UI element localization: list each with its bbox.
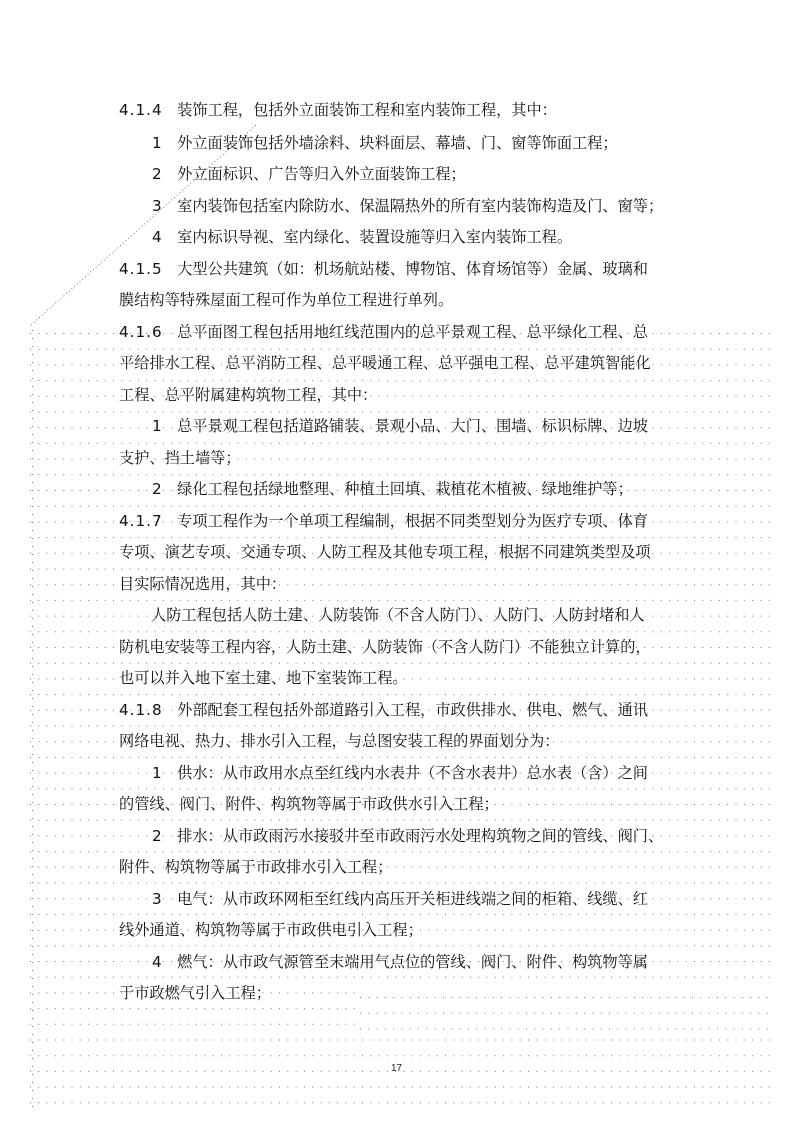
- sub-item-1-cont: [119, 794, 499, 814]
- item-number: 4: [152, 228, 163, 246]
- clause-4-1-7-cont: [119, 542, 651, 562]
- paragraph-text: 人防工程包括人防土建、人防装饰（不含人防门）、人防门、人防封堵和人: [151, 606, 645, 624]
- sub-item-3: [152, 889, 648, 909]
- sub-item-4: [152, 952, 648, 972]
- item-text: 电气：从市政环网柜至红线内高压开关柜进线端之间的柜箱、线缆、红: [177, 890, 648, 908]
- item-number: 2: [152, 480, 163, 498]
- sub-item-4-cont: [119, 983, 271, 1003]
- sub-item-1-cont: [119, 448, 241, 468]
- item-number: 1: [152, 134, 163, 152]
- clause-text: 外部配套工程包括外部道路引入工程，市政供排水、供电、燃气、通讯: [177, 701, 648, 719]
- clause-number: 4.1.5: [119, 260, 163, 278]
- sub-item-2-cont: [119, 857, 392, 877]
- item-text: 总平景观工程包括道路铺装、景观小品、大门、围墙、标识标牌、边坡: [177, 417, 648, 435]
- clause-4-1-6-cont: [119, 385, 377, 405]
- sub-item-2: [152, 826, 663, 846]
- sub-item-3: [152, 196, 663, 216]
- sub-item-2: [152, 164, 466, 184]
- paragraph-text: 也可以并入地下室土建、地下室装饰工程。: [119, 669, 408, 687]
- sub-item-3-cont: [119, 920, 423, 940]
- clause-4-1-8-cont: [119, 731, 559, 751]
- clause-4-1-4: [119, 100, 557, 120]
- clause-4-1-6: [119, 322, 648, 342]
- clause-number: 4.1.8: [119, 701, 163, 719]
- item-number: 4: [152, 953, 163, 971]
- civil-defense-paragraph: [151, 605, 645, 625]
- item-number: 3: [152, 197, 163, 215]
- clause-text: 工程、总平附属建构筑物工程，其中：: [119, 386, 378, 404]
- clause-text: 大型公共建筑（如：机场航站楼、博物馆、体育场馆等）金属、玻璃和: [177, 260, 648, 278]
- item-text: 附件、构筑物等属于市政排水引入工程；: [119, 858, 393, 876]
- sub-item-1: [152, 763, 648, 783]
- item-number: 1: [152, 764, 163, 782]
- item-number: 3: [152, 890, 163, 908]
- item-text: 外立面装饰包括外墙涂料、块料面层、幕墙、门、窗等饰面工程；: [177, 134, 618, 152]
- item-text: 外立面标识、广告等归入外立面装饰工程；: [177, 165, 466, 183]
- sub-item-1: [152, 416, 648, 436]
- clause-4-1-7: [119, 511, 648, 531]
- clause-text: 膜结构等特殊屋面工程可作为单位工程进行单列。: [119, 291, 454, 309]
- clause-text: 总平面图工程包括用地红线范围内的总平景观工程、总平绿化工程、总: [177, 323, 648, 341]
- sub-item-4: [152, 227, 572, 247]
- clause-text: 目实际情况选用，其中：: [119, 575, 287, 593]
- item-text: 燃气：从市政气源管至末端用气点位的管线、阀门、附件、构筑物等属: [177, 953, 648, 971]
- civil-defense-paragraph-cont: [119, 637, 651, 657]
- clause-4-1-8: [119, 700, 648, 720]
- clause-number: 4.1.4: [119, 101, 163, 119]
- item-text: 线外通道、构筑物等属于市政供电引入工程；: [119, 921, 423, 939]
- clause-4-1-5-cont: [119, 290, 453, 310]
- clause-4-1-7-cont: [119, 574, 286, 594]
- civil-defense-paragraph-cont: [119, 668, 408, 688]
- clause-text: 专项、演艺专项、交通专项、人防工程及其他专项工程，根据不同建筑类型及项: [119, 543, 651, 561]
- item-text: 支护、挡土墙等；: [119, 449, 241, 467]
- paragraph-text: 防机电安装等工程内容，人防土建、人防装饰（不含人防门）不能独立计算的，: [119, 638, 651, 656]
- item-text: 的管线、阀门、附件、构筑物等属于市政供水引入工程；: [119, 795, 499, 813]
- item-number: 2: [152, 165, 163, 183]
- clause-4-1-6-cont: [119, 353, 651, 373]
- sub-item-2: [152, 479, 633, 499]
- page-number: 17: [390, 1063, 403, 1074]
- item-text: 供水：从市政用水点至红线内水表井（不含水表井）总水表（含）之间: [177, 764, 648, 782]
- item-text: 绿化工程包括绿地整理、种植土回填、栽植花木植被、绿地维护等；: [177, 480, 633, 498]
- item-text: 室内标识导视、室内绿化、装置设施等归入室内装饰工程。: [177, 228, 573, 246]
- item-number: 2: [152, 827, 163, 845]
- clause-text: 网络电视、热力、排水引入工程，与总图安装工程的界面划分为：: [119, 732, 560, 750]
- sub-item-1: [152, 133, 618, 153]
- item-text: 于市政燃气引入工程；: [119, 984, 271, 1002]
- clause-number: 4.1.7: [119, 512, 163, 530]
- clause-text: 专项工程作为一个单项工程编制，根据不同类型划分为医疗专项、体育: [177, 512, 648, 530]
- item-number: 1: [152, 417, 163, 435]
- clause-number: 4.1.6: [119, 323, 163, 341]
- clause-text: 装饰工程，包括外立面装饰工程和室内装饰工程，其中：: [177, 101, 557, 119]
- clause-text: 平给排水工程、总平消防工程、总平暖通工程、总平强电工程、总平建筑智能化: [119, 354, 651, 372]
- item-text: 排水：从市政雨污水接驳井至市政雨污水处理构筑物之间的管线、阀门、: [177, 827, 664, 845]
- clause-4-1-5: [119, 259, 648, 279]
- item-text: 室内装饰包括室内除防水、保温隔热外的所有室内装饰构造及门、窗等；: [177, 197, 664, 215]
